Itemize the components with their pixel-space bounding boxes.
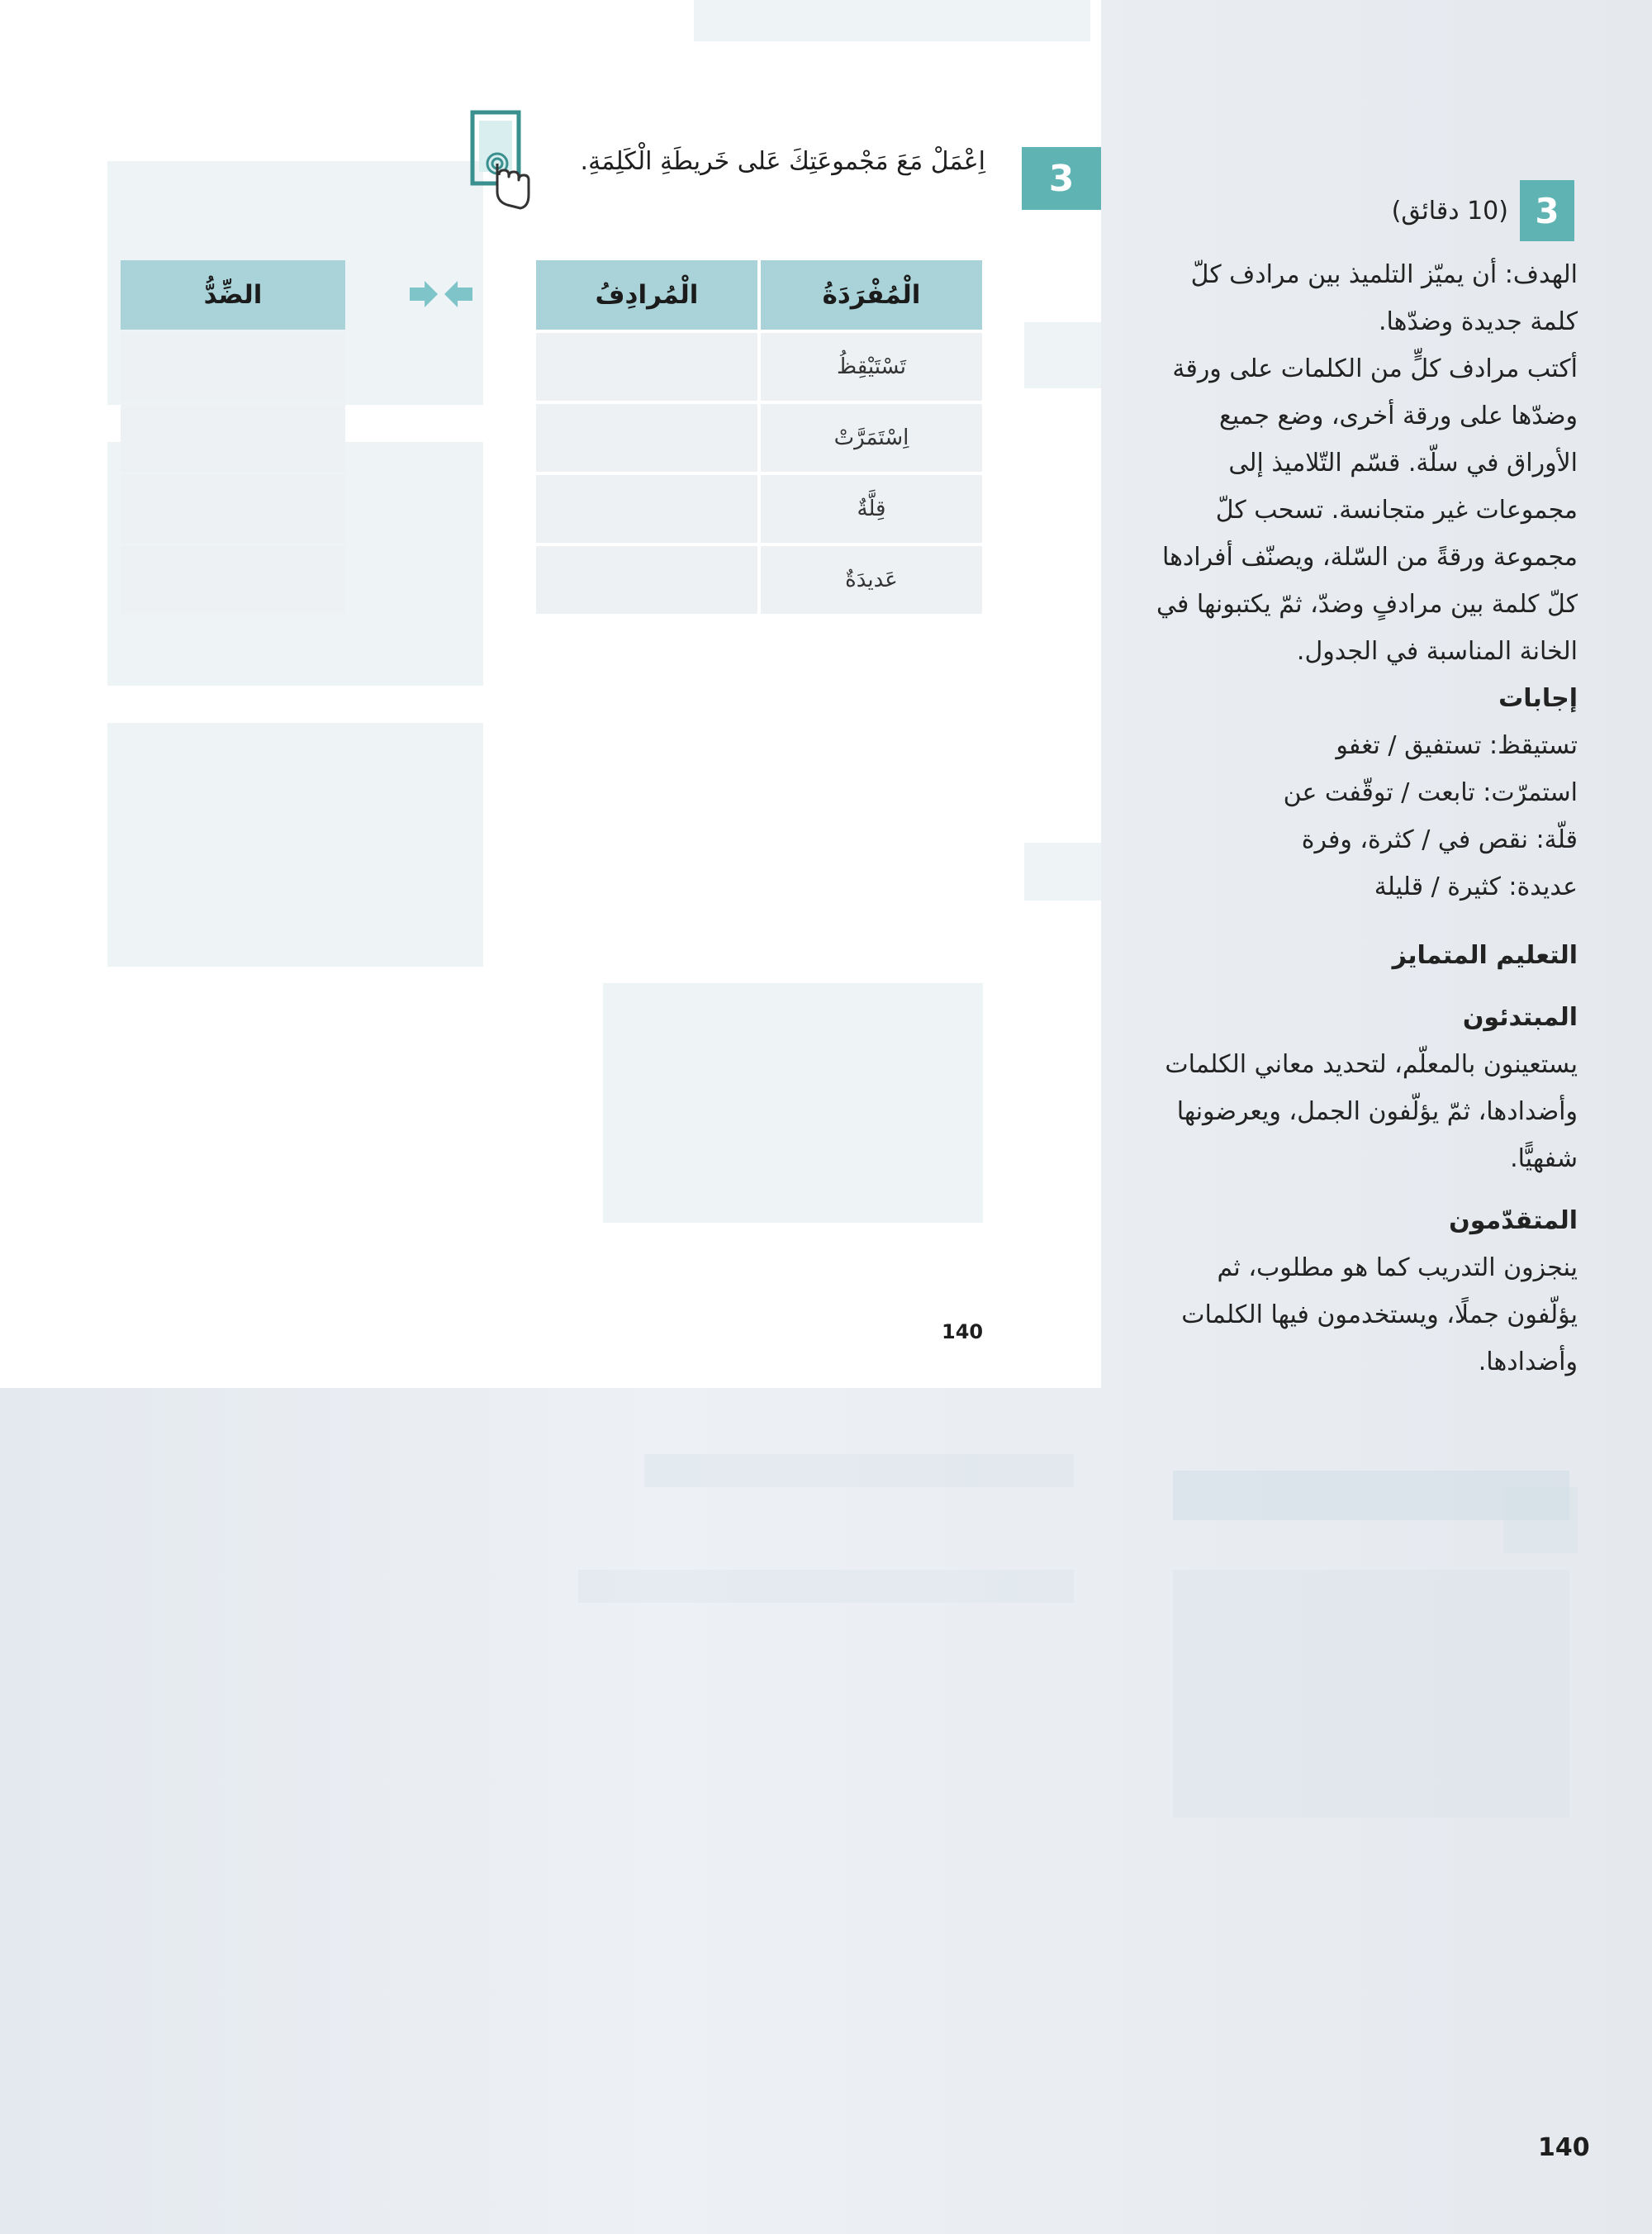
page-number: 140	[1538, 2133, 1590, 2162]
table-row	[536, 333, 982, 401]
insert-ghost-block	[107, 723, 483, 967]
table-row	[536, 404, 982, 472]
insert-ghost-block	[694, 0, 1090, 41]
touch-screen-icon	[469, 109, 535, 216]
table-row	[121, 333, 345, 401]
synonym-cell[interactable]	[536, 475, 757, 543]
table-row	[121, 475, 345, 543]
step-duration: (10 دقائق)	[1391, 197, 1508, 226]
insert-ghost-block	[1024, 843, 1101, 901]
background-ghost-block	[1503, 1487, 1578, 1553]
synonym-cell[interactable]	[536, 546, 757, 614]
procedure-text: أكتب مرادف كلٍّ من الكلمات على ورقة وضدّها على ورقة أخرى، وضع جميع الأوراق في سلّة. قسّم التّلاميذ إلى مجموعات غير متجانسة. تسحب كلّ مجموعة ورقةً من السّلة، ويصنّف أفرادها كلّ كلمة بين مرادفٍ وضدّ، ثمّ يكتبونها في الخانة المناسبة في الجدول.	[1156, 354, 1578, 666]
exercise-instruction: اِعْمَلْ مَعَ مَجْموعَتِكَ عَلى خَريطَةِ الْكَلِمَةِ.	[580, 147, 985, 176]
goal-text: الهدف: أن يميّز التلميذ بين مرادف كلّ كلمة جديدة وضدّها.	[1190, 260, 1578, 336]
background-ghost-block	[578, 1570, 1074, 1603]
word-cell: عَديدَةٌ	[761, 546, 982, 614]
header-synonym: الْمُرادِفُ	[536, 260, 757, 330]
exercise-number: 3	[1022, 147, 1101, 210]
answer-item: عديدة: كثيرة / قليلة	[1374, 872, 1578, 901]
answer-item: استمرّت: تابعت / توقّفت عن	[1283, 778, 1578, 807]
insert-ghost-block	[603, 983, 983, 1223]
synonym-cell[interactable]	[536, 333, 757, 401]
word-cell: تَسْتَيْقِظُ	[761, 333, 982, 401]
word-cell: قِلَّةٌ	[761, 475, 982, 543]
antonym-cell[interactable]	[121, 475, 345, 543]
synonym-cell[interactable]	[536, 404, 757, 472]
word-map-table	[533, 257, 985, 617]
header-word: الْمُفْرَدَةُ	[761, 260, 982, 330]
antonym-cell[interactable]	[121, 404, 345, 472]
antonym-cell[interactable]	[121, 546, 345, 614]
beginners-title: المبتدئون	[1462, 1003, 1578, 1032]
table-row	[536, 546, 982, 614]
answer-item: تستيقظ: تستفيق / تغفو	[1336, 731, 1578, 760]
arrows-exchange-icon	[408, 279, 474, 309]
differentiation-title: التعليم المتمايز	[1392, 941, 1578, 970]
advanced-text: ينجزون التدريب كما هو مطلوب، ثم يؤلّفون جملًا، ويستخدمون فيها الكلمات وأضدادها.	[1181, 1253, 1578, 1376]
table-row	[121, 546, 345, 614]
insert-ghost-block	[1024, 322, 1101, 388]
word-cell: اِسْتَمَرَّتْ	[761, 404, 982, 472]
advanced-title: المتقدّمون	[1449, 1206, 1578, 1235]
beginners-text: يستعينون بالمعلّم، لتحديد معاني الكلمات وأضدادها، ثمّ يؤلّفون الجمل، ويعرضونها شفهيًّا.	[1165, 1050, 1578, 1173]
answer-item: قلّة: نقص في / كثرة، وفرة	[1301, 825, 1578, 854]
student-page-insert	[0, 0, 1101, 1388]
student-page-number: 140	[942, 1320, 984, 1343]
answers-title: إجابات	[1498, 684, 1578, 713]
antonym-table	[117, 257, 349, 617]
background-ghost-block	[1173, 1570, 1569, 1818]
table-row	[536, 475, 982, 543]
header-antonym: الضِّدُّ	[121, 260, 345, 330]
teacher-notes	[1152, 251, 1578, 1386]
antonym-cell[interactable]	[121, 333, 345, 401]
table-row	[121, 404, 345, 472]
step-number-badge: 3	[1520, 180, 1574, 241]
background-ghost-block	[644, 1454, 1074, 1487]
